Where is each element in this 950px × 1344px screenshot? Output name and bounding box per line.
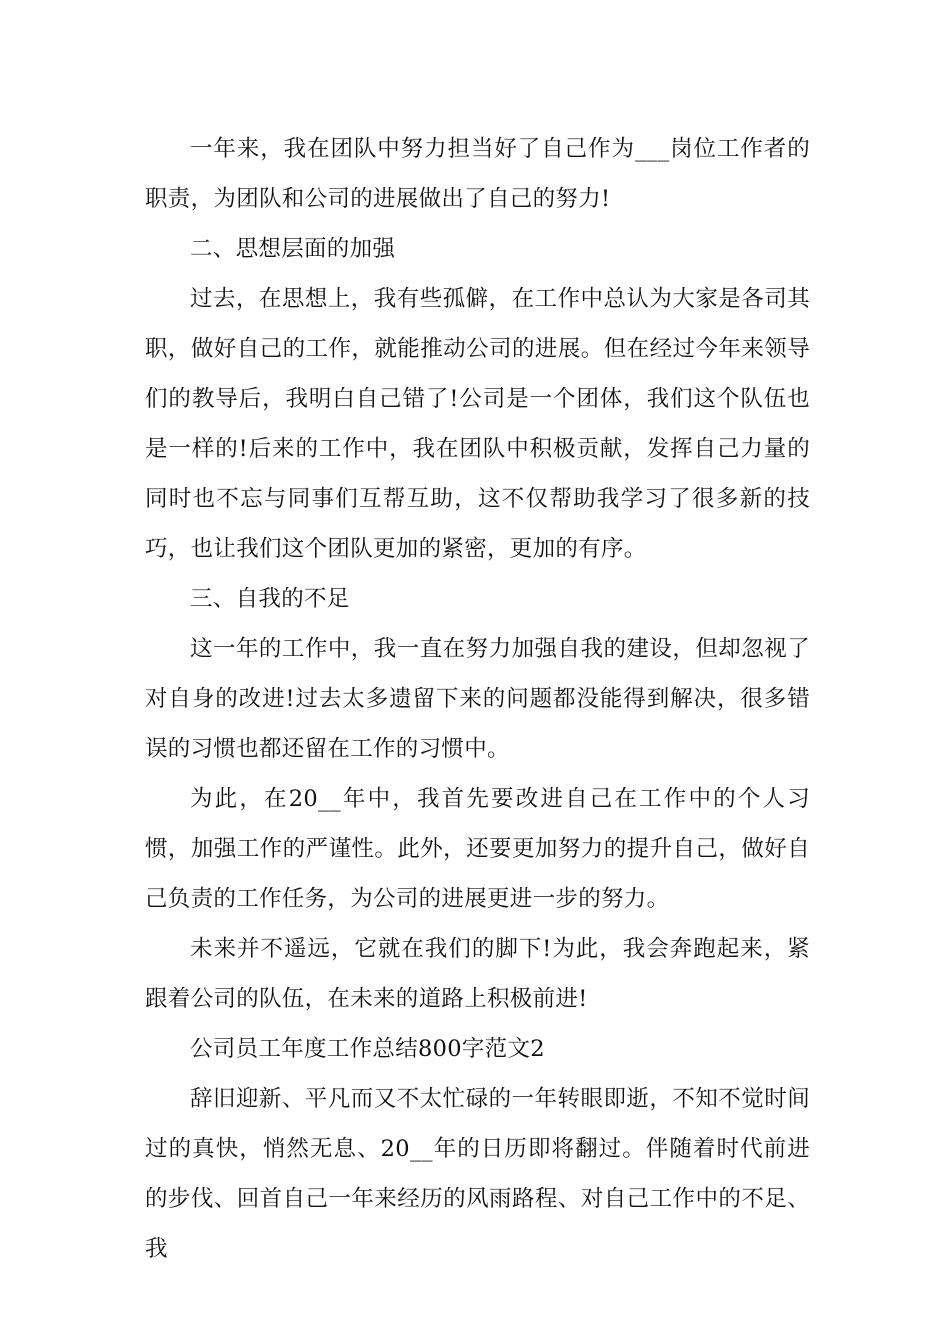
paragraph-team-duty: 一年来，我在团队中努力担当好了自己作为___岗位工作者的职责，为团队和公司的进展做出了自己的努力! — [145, 136, 810, 212]
document-body — [145, 124, 810, 1274]
paragraph-future: 未来并不遥远，它就在我们的脚下!为此，我会奔跑起来，紧跟着公司的队伍，在未来的道路上积极前进! — [145, 936, 810, 1012]
heading-shortcomings: 三、自我的不足 — [190, 586, 350, 612]
paragraph-shortcomings: 这一年的工作中，我一直在努力加强自我的建设，但却忽视了对自身的改进!过去太多遗留下来的问题都没能得到解决，很多错误的习惯也都还留在工作的习惯中。 — [145, 636, 810, 762]
paragraph-sample-2-intro: 辞旧迎新、平凡而又不太忙碌的一年转眼即逝，不知不觉时间过的真快，悄然无息、20__年的日历即将翻过。伴随着时代前进的步伐、回首自己一年来经历的风雨路程、对自己工作中的不足、我 — [145, 1086, 810, 1262]
heading-sample-2: 公司员工年度工作总结800字范文2 — [190, 1036, 545, 1062]
paragraph-thinking: 过去，在思想上，我有些孤僻，在工作中总认为大家是各司其职，做好自己的工作，就能推动公司的进展。但在经过今年来领导们的教导后，我明白自己错了!公司是一个团体，我们这个队伍也是一样的!后来的工作中，我在团队中积极贡献，发挥自己力量的同时也不忘与同事们互帮互助，这不仅帮助我学习了很多新的技巧，也让我们这个团队更加的紧密，更加的有序。 — [145, 286, 810, 562]
paragraph-plan: 为此，在20__年中，我首先要改进自己在工作中的个人习惯，加强工作的严谨性。此外，还要更加努力的提升自己，做好自己负责的工作任务，为公司的进展更进一步的努力。 — [145, 786, 810, 912]
heading-thinking-improvement: 二、思想层面的加强 — [190, 236, 396, 262]
